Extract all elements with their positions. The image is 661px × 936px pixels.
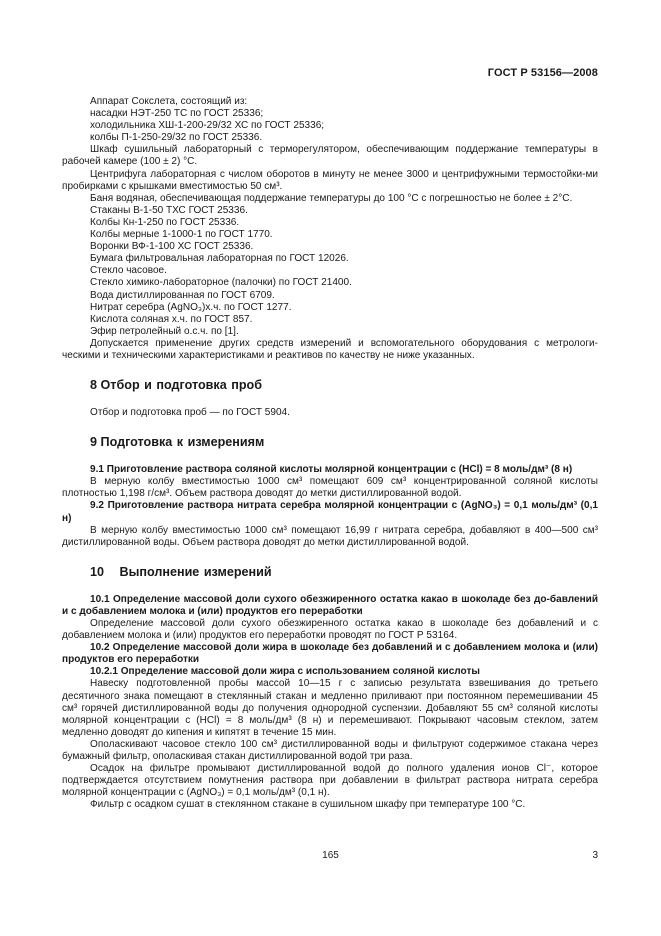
equipment-line: Воронки ВФ-1-100 ХС ГОСТ 25336.	[90, 241, 254, 253]
subsection-10-1-text: Определение массовой доли сухого обезжиренного остатка какао в шоколаде без добавлений и с добавлением молока и (или) продуктов его переработки проводят по ГОСТ Р 53164.	[62, 618, 598, 642]
subsection-9-2-heading: 9.2 Приготовление раствора нитрата серебра молярной концентрации с (AgNO₃) = 0,1 моль/дм³ (0,1 н)	[62, 500, 598, 524]
section-10-heading	[62, 565, 598, 580]
equipment-line: Баня водяная, обеспечивающая поддержание температуры до 100 °С с погрешностью не более ± 2°С.	[90, 192, 573, 204]
paragraph: Осадок на фильтре промывают дистиллированной водой до полного удаления ионов Cl⁻, которое подтверждается отсутствием помутнения раствора при добавлении в фильтрат раствора нитрата серебра молярной концентрации с (AgNO₃) = 0,1 моль/дм³ (0,1 н).	[62, 763, 598, 799]
equipment-line: Стекло химико-лабораторное (палочки) по ГОСТ 21400.	[90, 277, 352, 289]
subsection-10-1-heading: 10.1 Определение массовой доли сухого обезжиренного остатка какао в шоколаде без до-бавлений и с добавлением молока и (или) продуктов его переработки	[62, 593, 598, 617]
subsection-10-2-heading: 10.2 Определение массовой доли жира в шоколаде без добавлений и с добавлением молока и (или) продуктов его переработки	[62, 642, 598, 666]
subsection-9-2-text: В мерную колбу вместимостью 1000 см³ помещают 16,99 г нитрата серебра, добавляют в 400—500 см³ дистиллированной воды. Объем раствора доводят до метки дистиллированной водой.	[62, 524, 598, 548]
equipment-line: Шкаф сушильный лабораторный с терморегулятором, обеспечивающим поддержание температуры в рабочей камере (100 ± 2) °С.	[62, 144, 598, 168]
equipment-line: Допускается применение других средств измерений и вспомогательного оборудования с метрологи-ческими и техническими характеристиками и реактивов по качеству не ниже указанных.	[62, 337, 598, 361]
paragraph: Фильтр с осадком сушат в стеклянном стакане в сушильном шкафу при температуре 100 °С.	[90, 799, 526, 811]
equipment-line: Аппарат Сокслета, состоящий из:	[90, 96, 248, 107]
page-number-center: 165	[322, 850, 339, 861]
equipment-line: Нитрат серебра (AgNO₃)х.ч. по ГОСТ 1277.	[90, 301, 292, 313]
subsection-9-1-heading: 9.1 Приготовление раствора соляной кислоты молярной концентрации с (HCl) = 8 моль/дм³ (8 н)	[90, 464, 573, 476]
equipment-line: Вода дистиллированная по ГОСТ 6709.	[90, 289, 275, 301]
equipment-line: холодильника ХШ-1-200-29/32 ХС по ГОСТ 25336;	[90, 120, 325, 132]
equipment-line: Центрифуга лабораторная с числом оборотов в минуту не менее 3000 и центрифужными термостойки-ми пробирками с крышками вместимостью 50 см³.	[62, 168, 598, 192]
subsection-10-2-1-heading: 10.2.1 Определение массовой доли жира с использованием соляной кислоты	[90, 666, 480, 678]
equipment-line: Стаканы В-1-50 ТХС ГОСТ 25336.	[90, 204, 248, 216]
subsection-9-1-text: В мерную колбу вместимостью 1000 см³ помещают 609 см³ концентрированной соляной кислоты плотностью 1,198 г/см³. Объем раствора доводят до метки дистиллированной водой.	[62, 476, 598, 500]
section-title: Подготовка к измерениям	[100, 435, 265, 450]
page-number-right: 3	[592, 850, 598, 861]
equipment-line: Колбы Кн-1-250 по ГОСТ 25336.	[90, 216, 240, 228]
equipment-line: Стекло часовое.	[90, 265, 167, 277]
equipment-line: насадки НЭТ-250 ТС по ГОСТ 25336;	[90, 108, 264, 120]
standard-header: ГОСТ Р 53156—2008	[487, 67, 598, 79]
equipment-line: Эфир петролейный о.с.ч. по [1].	[90, 325, 239, 337]
paragraph: Навеску подготовленной пробы массой 10—15 г с записью результата взвешивания до третьего десятичного знака помещают в стеклянный стакан и медленно приливают при постоянном перемешивании 45 см³ горячей дистиллированной воды до получения однородной суспензии. Добавляют 55 см³ соляной кислоты молярной концентрации с (HCl) = 8 моль/дм³ (8 н) и перемешивают. Покрывают часовым стеклом, затем медленно доводят до кипения и кипятят в течение 15 мин.	[62, 678, 598, 738]
section-8-text: Отбор и подготовка проб — по ГОСТ 5904.	[90, 407, 290, 419]
equipment-line: Колбы мерные 1-1000-1 по ГОСТ 1770.	[90, 229, 273, 241]
section-number: 10	[90, 564, 105, 579]
paragraph: Ополаскивают часовое стекло 100 см³ дистиллированной воды и фильтруют содержимое стакана через бумажный фильтр, ополаскивая стакан дистиллированной водой три раза.	[62, 738, 598, 763]
section-number: 9	[90, 435, 98, 450]
equipment-line: Кислота соляная х.ч. по ГОСТ 857.	[90, 313, 253, 325]
equipment-line: колбы П-1-250-29/32 по ГОСТ 25336.	[90, 132, 263, 144]
section-9-heading	[62, 435, 598, 450]
section-title: Выполнение измерений	[119, 564, 272, 579]
section-number: 8	[90, 378, 98, 393]
section-title: Отбор и подготовка проб	[100, 378, 262, 393]
page-content	[62, 96, 598, 812]
section-8-heading	[62, 378, 598, 393]
equipment-line: Бумага фильтровальная лабораторная по ГОСТ 12026.	[90, 253, 349, 265]
